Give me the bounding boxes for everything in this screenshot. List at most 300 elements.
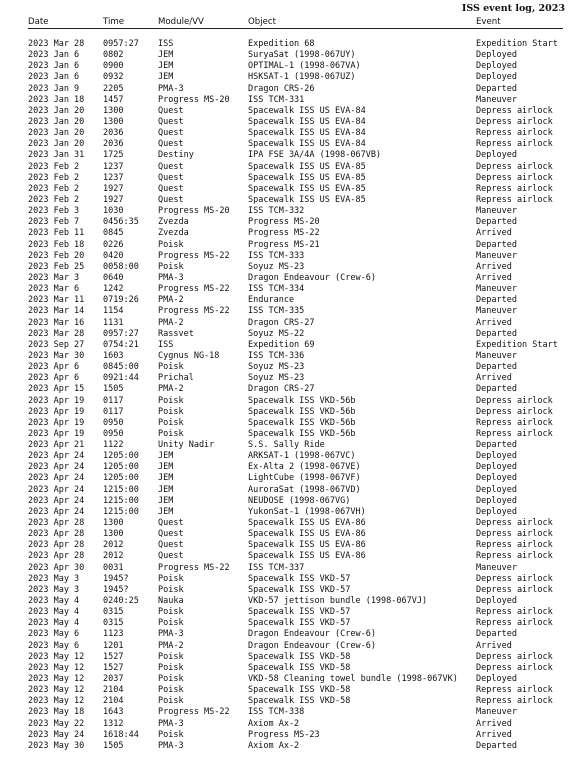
- cell-module: JEM: [158, 473, 174, 484]
- cell-object: Dragon CRS-27: [248, 317, 315, 328]
- table-row: [0, 95, 573, 106]
- table-row: [0, 719, 573, 730]
- table-row: [0, 551, 573, 562]
- cell-module: Poisk: [158, 428, 184, 439]
- cell-time: 0950: [103, 428, 124, 439]
- table-row: [0, 574, 573, 585]
- cell-event: Arrived: [476, 228, 512, 239]
- cell-time: 1300: [103, 518, 124, 529]
- cell-module: Prichal: [158, 373, 194, 384]
- cell-event: Depress airlock: [476, 161, 553, 172]
- cell-time: 1030: [103, 206, 124, 217]
- cell-event: Maneuver: [476, 94, 517, 105]
- cell-event: Deployed: [476, 674, 517, 685]
- cell-date: 2023 Apr 24: [28, 506, 85, 517]
- cell-module: Progress MS-22: [158, 562, 230, 573]
- cell-object: SuryaSat (1998-067UY): [248, 50, 356, 61]
- cell-event: Maneuver: [476, 206, 517, 217]
- cell-object: LightCube (1998-067VF): [248, 473, 361, 484]
- cell-time: 0315: [103, 618, 124, 629]
- table-row: [0, 173, 573, 184]
- cell-time: 1237: [103, 161, 124, 172]
- cell-date: 2023 Apr 28: [28, 540, 85, 551]
- cell-module: PMA-3: [158, 718, 184, 729]
- cell-object: Spacewalk ISS US EVA-85: [248, 183, 366, 194]
- cell-time: 2104: [103, 685, 124, 696]
- cell-object: Dragon CRS-26: [248, 83, 315, 94]
- cell-module: Quest: [158, 518, 184, 529]
- cell-time: 1154: [103, 306, 124, 317]
- cell-time: 0957:27: [103, 328, 139, 339]
- table-row: [0, 730, 573, 741]
- cell-event: Depress airlock: [476, 105, 553, 116]
- cell-module: Poisk: [158, 261, 184, 272]
- cell-object: Spacewalk ISS VKD-57: [248, 618, 351, 629]
- cell-event: Deployed: [476, 506, 517, 517]
- cell-object: Spacewalk ISS US EVA-86: [248, 551, 366, 562]
- cell-time: 1242: [103, 284, 124, 295]
- cell-time: 1122: [103, 440, 124, 451]
- cell-object: Spacewalk ISS US EVA-84: [248, 105, 366, 116]
- cell-object: Ex-Alta 2 (1998-067VE): [248, 462, 361, 473]
- column-header-event: Event: [476, 17, 501, 27]
- cell-object: Expedition 68: [248, 39, 315, 49]
- cell-event: Departed: [476, 440, 517, 451]
- cell-event: Arrived: [476, 640, 512, 651]
- cell-object: ISS TCM-336: [248, 350, 305, 361]
- cell-module: JEM: [158, 495, 174, 506]
- cell-module: JEM: [158, 50, 174, 61]
- cell-object: HSKSAT-1 (1998-067UZ): [248, 72, 356, 83]
- cell-object: ISS TCM-337: [248, 562, 305, 573]
- cell-object: Spacewalk ISS US EVA-84: [248, 128, 366, 139]
- cell-time: 1603: [103, 350, 124, 361]
- cell-event: Depress airlock: [476, 395, 553, 406]
- cell-event: Expedition Start: [476, 39, 558, 49]
- cell-module: Quest: [158, 161, 184, 172]
- cell-time: 0900: [103, 61, 124, 72]
- cell-object: Soyuz MS-23: [248, 261, 305, 272]
- cell-event: Depress airlock: [476, 651, 553, 662]
- cell-date: 2023 May 12: [28, 651, 85, 662]
- cell-time: 2012: [103, 540, 124, 551]
- cell-date: 2023 Jan 20: [28, 105, 85, 116]
- cell-date: 2023 Apr 24: [28, 451, 85, 462]
- cell-date: 2023 Apr 6: [28, 362, 80, 373]
- cell-object: Axiom Ax-2: [248, 718, 300, 729]
- cell-event: Repress airlock: [476, 540, 553, 551]
- cell-module: Rassvet: [158, 328, 194, 339]
- cell-event: Departed: [476, 217, 517, 228]
- page-title: ISS event log, 2023: [461, 3, 565, 14]
- cell-time: 0031: [103, 562, 124, 573]
- table-row: [0, 407, 573, 418]
- cell-time: 1215:00: [103, 495, 139, 506]
- cell-time: 0240:25: [103, 596, 139, 607]
- table-row: [0, 106, 573, 117]
- cell-module: Poisk: [158, 685, 184, 696]
- cell-date: 2023 Jan 6: [28, 72, 80, 83]
- cell-event: Maneuver: [476, 350, 517, 361]
- table-row: [0, 251, 573, 262]
- table-row: [0, 596, 573, 607]
- cell-date: 2023 Jan 6: [28, 61, 80, 72]
- cell-date: 2023 Apr 28: [28, 529, 85, 540]
- table-row: [0, 139, 573, 150]
- cell-date: 2023 May 12: [28, 685, 85, 696]
- cell-date: 2023 Jan 31: [28, 150, 85, 161]
- cell-object: Spacewalk ISS US EVA-86: [248, 518, 366, 529]
- table-row: [0, 618, 573, 629]
- cell-object: Progress MS-23: [248, 729, 320, 740]
- cell-event: Arrived: [476, 718, 512, 729]
- table-row: [0, 540, 573, 551]
- cell-time: 1205:00: [103, 451, 139, 462]
- table-row: [0, 340, 573, 351]
- cell-date: 2023 Jan 20: [28, 128, 85, 139]
- cell-module: Unity Nadir: [158, 440, 215, 451]
- cell-object: Expedition 69: [248, 339, 315, 350]
- table-row: [0, 72, 573, 83]
- cell-date: 2023 Apr 6: [28, 373, 80, 384]
- cell-date: 2023 May 12: [28, 696, 85, 707]
- table-row: [0, 674, 573, 685]
- cell-module: PMA-3: [158, 272, 184, 283]
- cell-date: 2023 Jan 20: [28, 139, 85, 150]
- cell-time: 1927: [103, 194, 124, 205]
- cell-event: Depress airlock: [476, 584, 553, 595]
- cell-event: Deployed: [476, 50, 517, 61]
- table-row: [0, 641, 573, 652]
- cell-module: Zvezda: [158, 217, 189, 228]
- cell-module: Poisk: [158, 417, 184, 428]
- cell-event: Departed: [476, 295, 517, 306]
- cell-date: 2023 May 6: [28, 629, 80, 640]
- cell-event: Deployed: [476, 72, 517, 83]
- cell-time: 1300: [103, 116, 124, 127]
- table-row: [0, 373, 573, 384]
- table-row: [0, 128, 573, 139]
- cell-date: 2023 May 22: [28, 718, 85, 729]
- table-row: [0, 162, 573, 173]
- cell-module: Progress MS-22: [158, 707, 230, 718]
- cell-time: 0117: [103, 406, 124, 417]
- cell-object: OPTIMAL-1 (1998-067VA): [248, 61, 361, 72]
- cell-event: Repress airlock: [476, 194, 553, 205]
- cell-event: Arrived: [476, 373, 512, 384]
- cell-object: Axiom Ax-2: [248, 740, 300, 751]
- cell-date: 2023 Feb 2: [28, 161, 80, 172]
- cell-date: 2023 Feb 18: [28, 239, 85, 250]
- cell-time: 2104: [103, 696, 124, 707]
- cell-date: 2023 Mar 28: [28, 39, 85, 49]
- cell-module: PMA-2: [158, 317, 184, 328]
- column-header-date: Date: [28, 17, 49, 27]
- cell-event: Repress airlock: [476, 183, 553, 194]
- cell-time: 1123: [103, 629, 124, 640]
- table-row: [0, 50, 573, 61]
- table-row: [0, 485, 573, 496]
- cell-time: 2036: [103, 128, 124, 139]
- cell-object: Spacewalk ISS US EVA-86: [248, 540, 366, 551]
- table-row: [0, 707, 573, 718]
- cell-date: 2023 May 18: [28, 707, 85, 718]
- cell-event: Maneuver: [476, 250, 517, 261]
- cell-module: Quest: [158, 551, 184, 562]
- cell-event: Deployed: [476, 484, 517, 495]
- cell-module: JEM: [158, 462, 174, 473]
- cell-date: 2023 Feb 2: [28, 194, 80, 205]
- cell-date: 2023 Mar 28: [28, 328, 85, 339]
- cell-object: S.S. Sally Ride: [248, 440, 325, 451]
- cell-object: Progress MS-20: [248, 217, 320, 228]
- cell-event: Deployed: [476, 462, 517, 473]
- cell-event: Arrived: [476, 729, 512, 740]
- table-row: [0, 496, 573, 507]
- cell-event: Arrived: [476, 272, 512, 283]
- cell-object: Spacewalk ISS US EVA-85: [248, 194, 366, 205]
- cell-time: 0957:27: [103, 39, 139, 49]
- cell-module: Progress MS-20: [158, 94, 230, 105]
- cell-date: 2023 Mar 6: [28, 284, 80, 295]
- cell-event: Repress airlock: [476, 551, 553, 562]
- cell-time: 0921:44: [103, 373, 139, 384]
- cell-object: Spacewalk ISS VKD-56b: [248, 406, 356, 417]
- cell-object: Soyuz MS-22: [248, 328, 305, 339]
- cell-module: ISS: [158, 39, 174, 49]
- cell-object: ISS TCM-335: [248, 306, 305, 317]
- cell-object: Soyuz MS-23: [248, 373, 305, 384]
- cell-module: JEM: [158, 61, 174, 72]
- cell-date: 2023 Apr 24: [28, 484, 85, 495]
- cell-object: ISS TCM-331: [248, 94, 305, 105]
- cell-event: Deployed: [476, 61, 517, 72]
- cell-event: Maneuver: [476, 284, 517, 295]
- cell-event: Depress airlock: [476, 518, 553, 529]
- cell-time: 2205: [103, 83, 124, 94]
- cell-date: 2023 Feb 20: [28, 250, 85, 261]
- cell-module: Poisk: [158, 584, 184, 595]
- table-row: [0, 696, 573, 707]
- cell-object: Progress MS-22: [248, 228, 320, 239]
- cell-date: 2023 Apr 15: [28, 384, 85, 395]
- cell-module: Quest: [158, 183, 184, 194]
- cell-time: 0719:26: [103, 295, 139, 306]
- cell-date: 2023 May 4: [28, 596, 80, 607]
- cell-time: 1215:00: [103, 506, 139, 517]
- cell-object: Dragon Endeavour (Crew-6): [248, 272, 376, 283]
- table-row: [0, 273, 573, 284]
- cell-module: Poisk: [158, 395, 184, 406]
- cell-time: 0802: [103, 50, 124, 61]
- cell-time: 0845:00: [103, 362, 139, 373]
- table-row: [0, 418, 573, 429]
- cell-event: Depress airlock: [476, 172, 553, 183]
- table-row: [0, 329, 573, 340]
- cell-time: 0117: [103, 395, 124, 406]
- cell-object: Dragon Endeavour (Crew-6): [248, 640, 376, 651]
- cell-date: 2023 Apr 19: [28, 395, 85, 406]
- cell-date: 2023 Feb 7: [28, 217, 80, 228]
- cell-time: 1643: [103, 707, 124, 718]
- table-row: [0, 84, 573, 95]
- cell-time: 1505: [103, 740, 124, 751]
- cell-module: PMA-2: [158, 384, 184, 395]
- table-row: [0, 150, 573, 161]
- cell-time: 1205:00: [103, 462, 139, 473]
- cell-time: 1237: [103, 172, 124, 183]
- cell-date: 2023 Apr 21: [28, 440, 85, 451]
- cell-module: Poisk: [158, 618, 184, 629]
- cell-time: 0932: [103, 72, 124, 83]
- cell-event: Repress airlock: [476, 139, 553, 150]
- cell-module: JEM: [158, 451, 174, 462]
- cell-date: 2023 May 3: [28, 573, 80, 584]
- cell-event: Deployed: [476, 150, 517, 161]
- cell-event: Expedition Start: [476, 339, 558, 350]
- cell-module: Poisk: [158, 573, 184, 584]
- cell-object: YukonSat-1 (1998-067VH): [248, 506, 366, 517]
- cell-date: 2023 Apr 24: [28, 495, 85, 506]
- cell-date: 2023 May 30: [28, 740, 85, 751]
- cell-date: 2023 Apr 19: [28, 428, 85, 439]
- table-row: [0, 607, 573, 618]
- cell-time: 0420: [103, 250, 124, 261]
- cell-date: 2023 Apr 24: [28, 462, 85, 473]
- cell-object: Spacewalk ISS VKD-57: [248, 573, 351, 584]
- cell-event: Arrived: [476, 317, 512, 328]
- cell-date: 2023 Jan 20: [28, 116, 85, 127]
- table-row: [0, 473, 573, 484]
- cell-event: Departed: [476, 384, 517, 395]
- cell-event: Repress airlock: [476, 128, 553, 139]
- cell-time: 1131: [103, 317, 124, 328]
- table-row: [0, 685, 573, 696]
- table-row: [0, 451, 573, 462]
- cell-object: ISS TCM-338: [248, 707, 305, 718]
- cell-module: PMA-3: [158, 740, 184, 751]
- cell-event: Arrived: [476, 261, 512, 272]
- cell-module: ISS: [158, 339, 174, 350]
- cell-time: 1312: [103, 718, 124, 729]
- cell-date: 2023 Feb 11: [28, 228, 85, 239]
- cell-object: Spacewalk ISS VKD-56b: [248, 428, 356, 439]
- table-row: [0, 117, 573, 128]
- table-row: [0, 429, 573, 440]
- cell-time: 0058:00: [103, 261, 139, 272]
- cell-time: 1205:00: [103, 473, 139, 484]
- cell-module: Poisk: [158, 362, 184, 373]
- table-row: [0, 306, 573, 317]
- cell-module: PMA-2: [158, 295, 184, 306]
- cell-date: 2023 Feb 2: [28, 183, 80, 194]
- table-row: [0, 39, 573, 50]
- cell-time: 1300: [103, 529, 124, 540]
- cell-time: 0754:21: [103, 339, 139, 350]
- cell-time: 1945?: [103, 573, 129, 584]
- cell-event: Depress airlock: [476, 573, 553, 584]
- cell-module: Progress MS-22: [158, 250, 230, 261]
- cell-date: 2023 Mar 14: [28, 306, 85, 317]
- cell-object: Dragon Endeavour (Crew-6): [248, 629, 376, 640]
- cell-date: 2023 May 24: [28, 729, 85, 740]
- cell-date: 2023 Apr 30: [28, 562, 85, 573]
- cell-date: 2023 Jan 9: [28, 83, 80, 94]
- cell-object: ISS TCM-333: [248, 250, 305, 261]
- cell-time: 0845: [103, 228, 124, 239]
- cell-date: 2023 Mar 30: [28, 350, 85, 361]
- table-row: [0, 240, 573, 251]
- cell-time: 1201: [103, 640, 124, 651]
- table-row: [0, 563, 573, 574]
- cell-object: Endurance: [248, 295, 295, 306]
- cell-date: 2023 May 3: [28, 584, 80, 595]
- cell-date: 2023 Jan 6: [28, 50, 80, 61]
- cell-object: Spacewalk ISS VKD-58: [248, 685, 351, 696]
- cell-object: ARKSAT-1 (1998-067VC): [248, 451, 356, 462]
- cell-object: VKD-57 jettison bundle (1998-067VJ): [248, 596, 428, 607]
- cell-time: 0640: [103, 272, 124, 283]
- cell-date: 2023 Jan 18: [28, 94, 85, 105]
- cell-object: Spacewalk ISS US EVA-86: [248, 529, 366, 540]
- table-row: [0, 652, 573, 663]
- cell-event: Repress airlock: [476, 618, 553, 629]
- cell-module: Progress MS-20: [158, 206, 230, 217]
- cell-event: Depress airlock: [476, 662, 553, 673]
- table-row: [0, 663, 573, 674]
- cell-object: Spacewalk ISS US EVA-84: [248, 116, 366, 127]
- cell-module: Quest: [158, 105, 184, 116]
- cell-time: 0226: [103, 239, 124, 250]
- cell-event: Maneuver: [476, 562, 517, 573]
- cell-date: 2023 Feb 2: [28, 172, 80, 183]
- cell-object: Spacewalk ISS VKD-58: [248, 696, 351, 707]
- column-header-module: Module/VV: [158, 17, 204, 27]
- cell-module: Progress MS-22: [158, 284, 230, 295]
- cell-date: 2023 Feb 25: [28, 261, 85, 272]
- cell-event: Maneuver: [476, 306, 517, 317]
- cell-module: Poisk: [158, 674, 184, 685]
- cell-time: 1527: [103, 662, 124, 673]
- cell-module: Poisk: [158, 729, 184, 740]
- cell-object: Spacewalk ISS US EVA-85: [248, 172, 366, 183]
- cell-date: 2023 May 12: [28, 674, 85, 685]
- cell-date: 2023 Apr 28: [28, 518, 85, 529]
- cell-module: Quest: [158, 172, 184, 183]
- cell-event: Departed: [476, 239, 517, 250]
- cell-module: PMA-3: [158, 629, 184, 640]
- table-row: [0, 61, 573, 72]
- cell-module: Nauka: [158, 596, 184, 607]
- cell-time: 2036: [103, 139, 124, 150]
- table-row: [0, 206, 573, 217]
- cell-time: 1618:44: [103, 729, 139, 740]
- table-row: [0, 362, 573, 373]
- table-row: [0, 318, 573, 329]
- cell-date: 2023 May 4: [28, 618, 80, 629]
- cell-module: Quest: [158, 540, 184, 551]
- cell-module: Poisk: [158, 607, 184, 618]
- table-row: [0, 518, 573, 529]
- cell-event: Repress airlock: [476, 607, 553, 618]
- cell-module: JEM: [158, 506, 174, 517]
- table-row: [0, 585, 573, 596]
- cell-event: Repress airlock: [476, 696, 553, 707]
- cell-event: Repress airlock: [476, 428, 553, 439]
- cell-module: Poisk: [158, 651, 184, 662]
- cell-event: Departed: [476, 362, 517, 373]
- column-header-object: Object: [248, 17, 276, 27]
